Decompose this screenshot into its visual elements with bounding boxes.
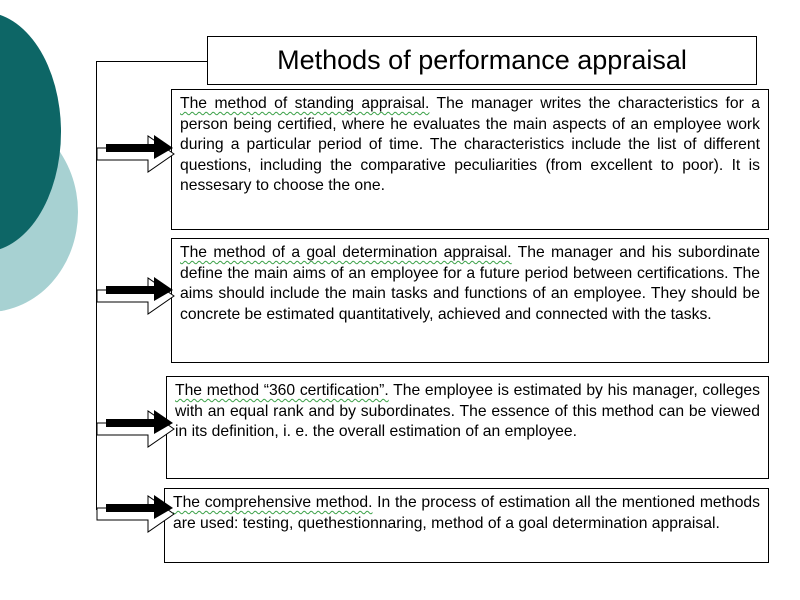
method-description: The manager writes the characteristics for a person being certified, where he evaluates the main aspects of an employee work during a particular period of time. The characteristics include the list of different questions, including the comparative peculiarities (from excellent to poor). It is nessesary to choose the one. [180, 95, 760, 194]
method-name: The comprehensive method. [173, 494, 373, 511]
method-box-goal-determination [171, 238, 769, 363]
method-description: The manager and his subordinate define the main aims of an employee for a future period between certifications. The aims should include the main tasks and functions of an employee. They should be concrete be estimated quantitatively, achieved and connected with the tasks. [180, 244, 760, 323]
block-arrow-icon [96, 128, 176, 174]
block-arrow-icon [96, 270, 176, 316]
method-box-360-certification [166, 376, 769, 479]
method-name: The method “360 certification”. [175, 382, 389, 399]
connector-top-line [96, 61, 207, 62]
method-name: The method of a goal determination appraisal. [180, 244, 512, 261]
block-arrow-icon [96, 488, 176, 534]
slide-title: Methods of performance appraisal [207, 36, 757, 85]
method-box-comprehensive [164, 488, 769, 563]
method-description: In the process of estimation all the mentioned methods are used: testing, quethestionnaring, method of a goal determination appraisal. [173, 494, 760, 532]
method-box-standing-appraisal [171, 89, 769, 230]
method-description: The employee is estimated by his manager, colleges with an equal rank and by subordinates. The essence of this method can be viewed in its definition, i. e. the overall estimation of an employee. [175, 382, 760, 440]
method-name: The method of standing appraisal. [180, 95, 430, 112]
block-arrow-icon [96, 403, 176, 449]
